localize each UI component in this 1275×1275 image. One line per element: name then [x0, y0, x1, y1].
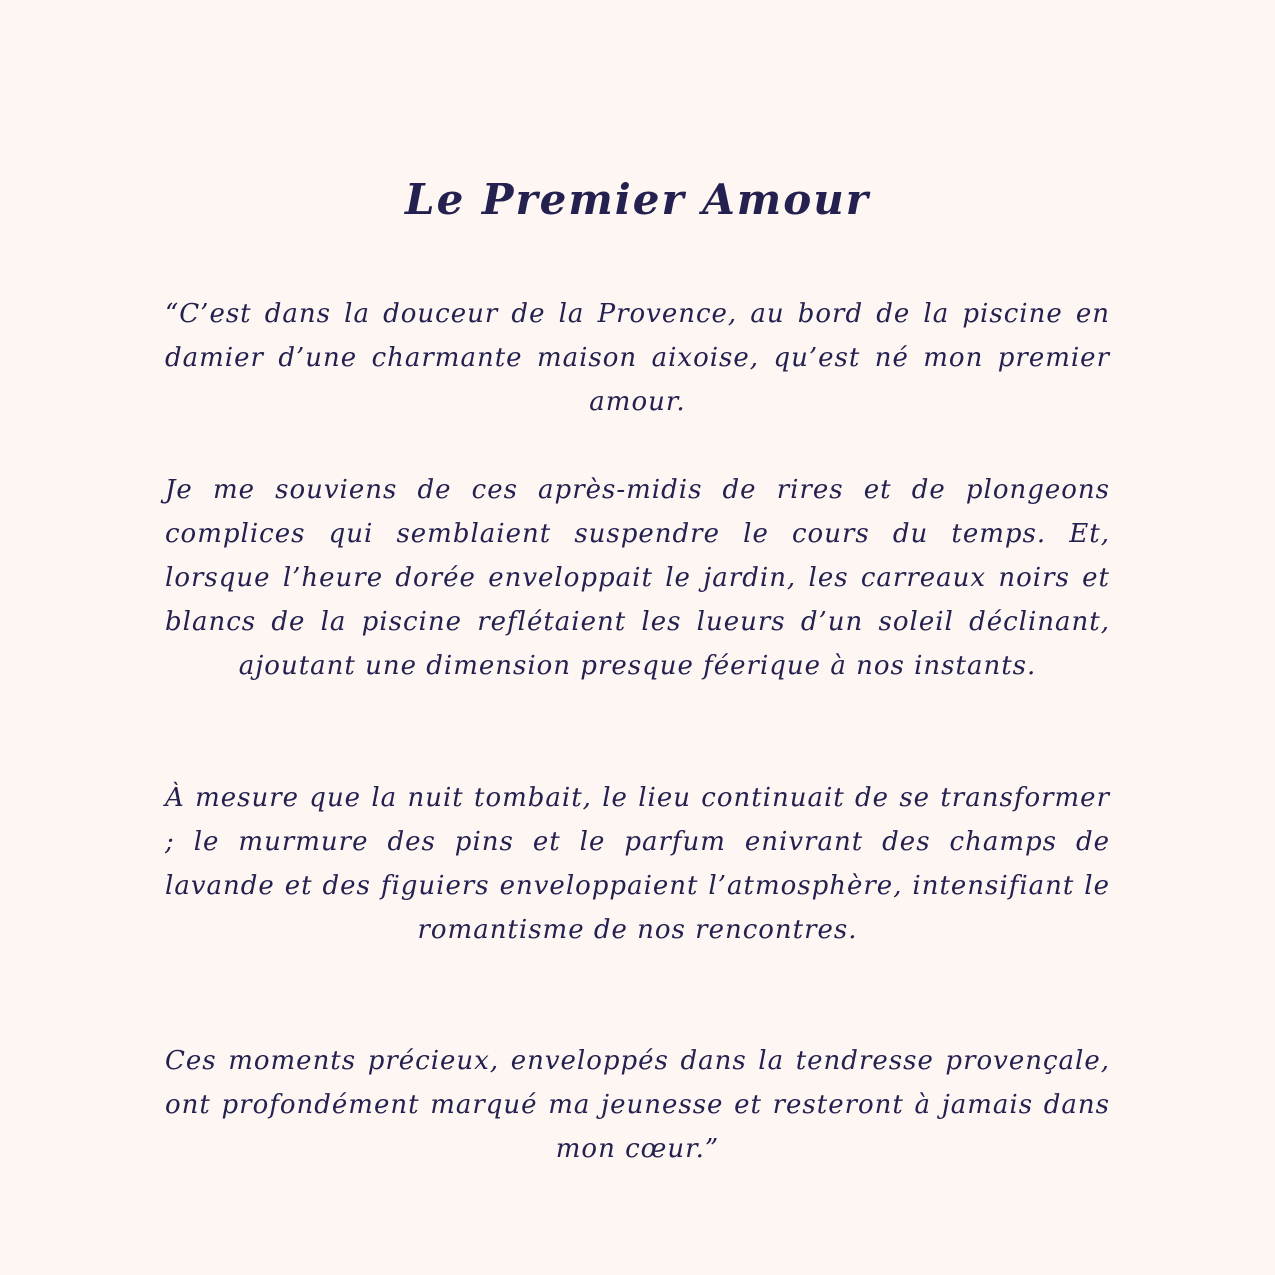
paragraph-4: Ces moments précieux, enveloppés dans la tendresse provençale, ont profondément marqué ma jeunesse et resteront à jamais dans mon cœur.” — [165, 1046, 1110, 1164]
paragraph-2: Je me souviens de ces après-midis de rires et de plongeons complices qui semblaient suspendre le cours du temps. Et, lorsque l’heure dorée enveloppait le jardin, les carreaux noirs et blancs de la piscine reflétaient les lueurs d’un soleil déclinant, ajoutant une dimension presque féerique à nos instants. — [165, 475, 1110, 681]
paragraph-1: “C’est dans la douceur de la Provence, au bord de la piscine en damier d’une charmante maison aixoise, qu’est né mon premier amour. — [165, 299, 1110, 417]
paragraph-3: À mesure que la nuit tombait, le lieu continuait de se transformer ; le murmure des pins et le parfum enivrant des champs de lavande et des figuiers enveloppaient l’atmosphère, intensifiant le romantisme de nos rencontres. — [165, 783, 1110, 945]
page-title: Le Premier Amour — [405, 175, 870, 225]
